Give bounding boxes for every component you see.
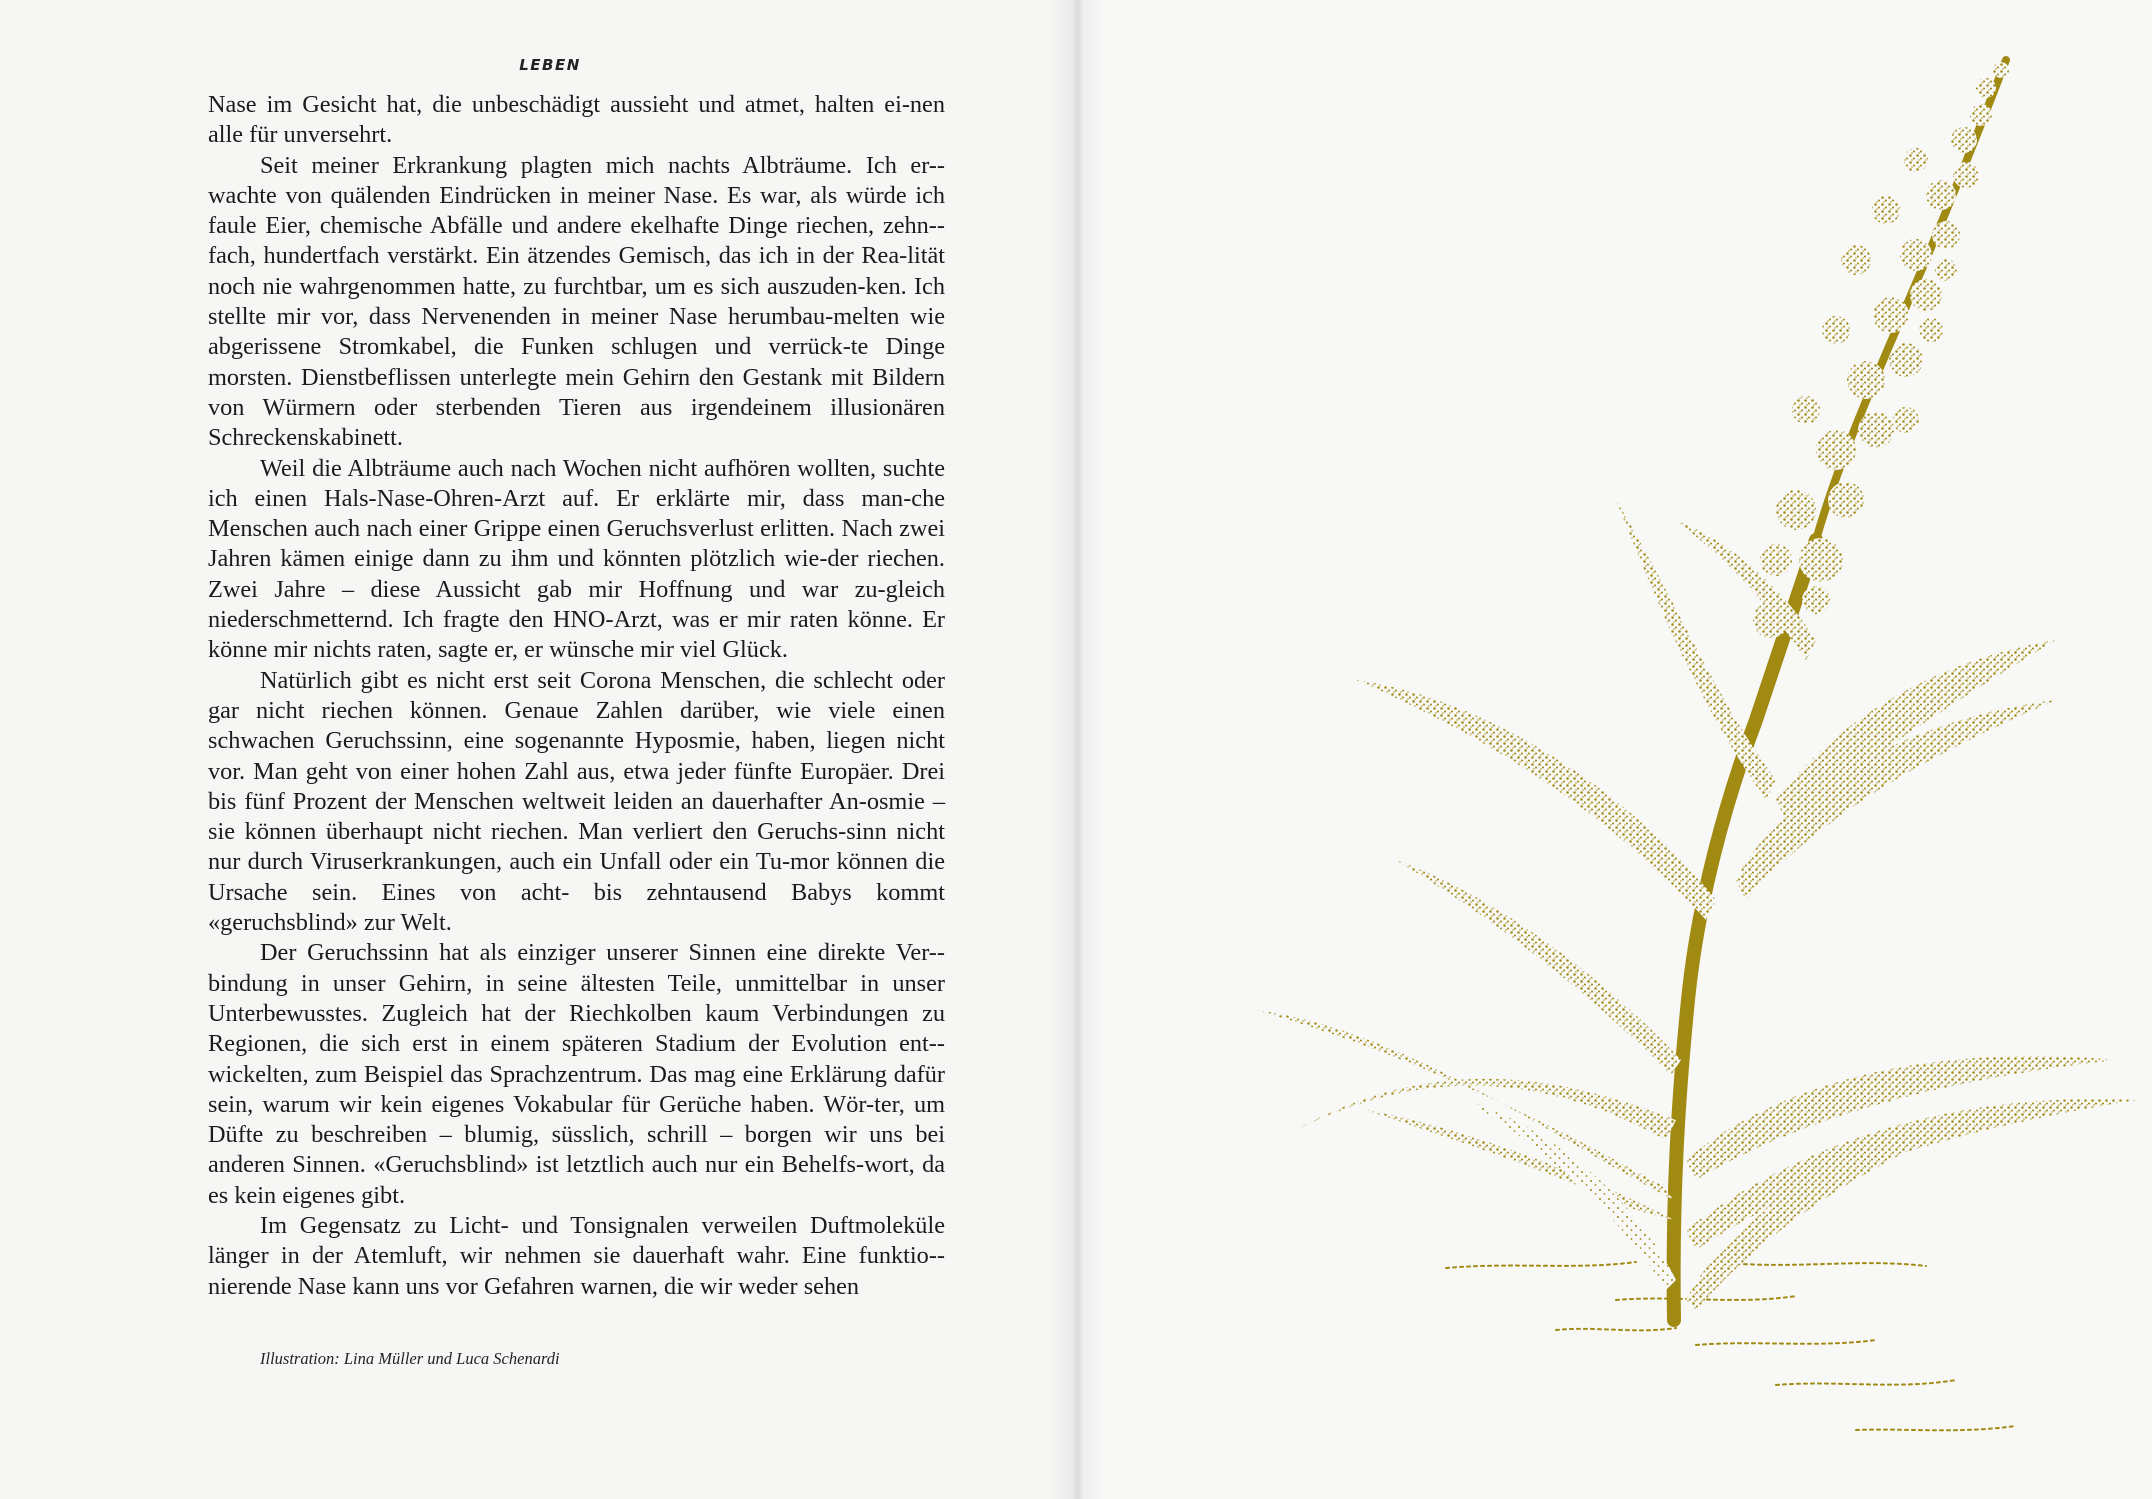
running-head: LEBEN [519, 56, 581, 74]
right-page [1076, 0, 2152, 1499]
paragraph-2: Seit meiner Erkrankung plagten mich nachts Albträume. Ich er-wachte von quälenden Eindrücken in meiner Nase. Es war, als würde ich faule Eier, chemische Abfälle und andere ekelhafte Dinge riechen, zehn-fach, hundertfach verstärkt. Ein ätzendes Gemisch, das ich in der Rea-lität noch nie wahrgenommen hatte, zu furchtbar, um es sich auszuden-ken. Ich stellte mir vor, dass Nervenenden in meiner Nase herumbau-melten wie abgerissene Stromkabel, die Funken schlugen und verrück-te Dinge morsten. Dienstbeflissen unterlegte mein Gehirn den Gestank mit Bildern von Würmern oder sterbenden Tieren aus irgendeinem illusionären Schreckenskabinett. [208, 151, 945, 452]
paragraph-6: Im Gegensatz zu Licht- und Tonsignalen verweilen Duftmoleküle länger in der Atemluft, wir nehmen sie dauerhaft wahr. Eine funktio-nierende Nase kann uns vor Gefahren warnen, die wir weder sehen [208, 1211, 945, 1300]
illustration-credit: Illustration: Lina Müller und Luca Schenardi [260, 1349, 560, 1368]
paragraph-1: Nase im Gesicht hat, die unbeschädigt aussieht und atmet, halten ei-nen alle für unversehrt. [208, 91, 945, 149]
paragraph-3: Weil die Albträume auch nach Wochen nicht aufhören wollten, suchte ich einen Hals-Nase-Ohren-Arzt auf. Er erklärte mir, dass man-che Menschen auch nach einer Grippe einen Geruchsverlust erlitten. Nach zwei Jahren kämen einige dann zu ihm und könnten plötzlich wie-der riechen. Zwei Jahre – diese Aussicht gab mir Hoffnung und war zu-gleich niederschmetternd. Ich fragte den HNO-Arzt, was er mir raten könne. Er könne mir nichts raten, sagte er, er wünsche mir viel Glück. [208, 454, 945, 664]
verbena-plant [1256, 60, 2136, 1430]
paragraph-4: Natürlich gibt es nicht erst seit Corona Menschen, die schlecht oder gar nicht riechen können. Genaue Zahlen darüber, wie viele einen schwachen Geruchssinn, eine sogenannte Hyposmie, haben, liegen nicht vor. Man geht von einer hohen Zahl aus, etwa jeder fünfte Europäer. Drei bis fünf Prozent der Menschen weltweit leiden an dauerhafter An-osmie – sie können überhaupt nicht riechen. Man verliert den Geruchs-sinn nicht nur durch Viruserkrankungen, auch ein Unfall oder ein Tu-mor können die Ursache sein. Eines von acht- bis zehntausend Babys kommt «geruchsblind» zur Welt. [208, 666, 945, 937]
plant-illustration [1076, 0, 2152, 1499]
paragraph-5: Der Geruchssinn hat als einziger unserer Sinnen eine direkte Ver-bindung in unser Gehirn, in seine ältesten Teile, unmittelbar in unser Unterbewusstes. Zugleich hat der Riechkolben kaum Verbindungen zu Regionen, die sich erst in einem späteren Stadium der Evolution ent-wickelten, zum Beispiel das Sprachzentrum. Das mag eine Erklärung dafür sein, warum wir kein eigenes Vokabular für Gerüche haben. Wör-ter, um Düfte zu beschreiben – blumig, süsslich, schrill – borgen wir uns bei anderen Sinnen. «Geruchsblind» ist letztlich auch nur ein Behelfs-wort, da es kein eigenes gibt. [208, 939, 945, 1209]
article-body [208, 90, 945, 1302]
